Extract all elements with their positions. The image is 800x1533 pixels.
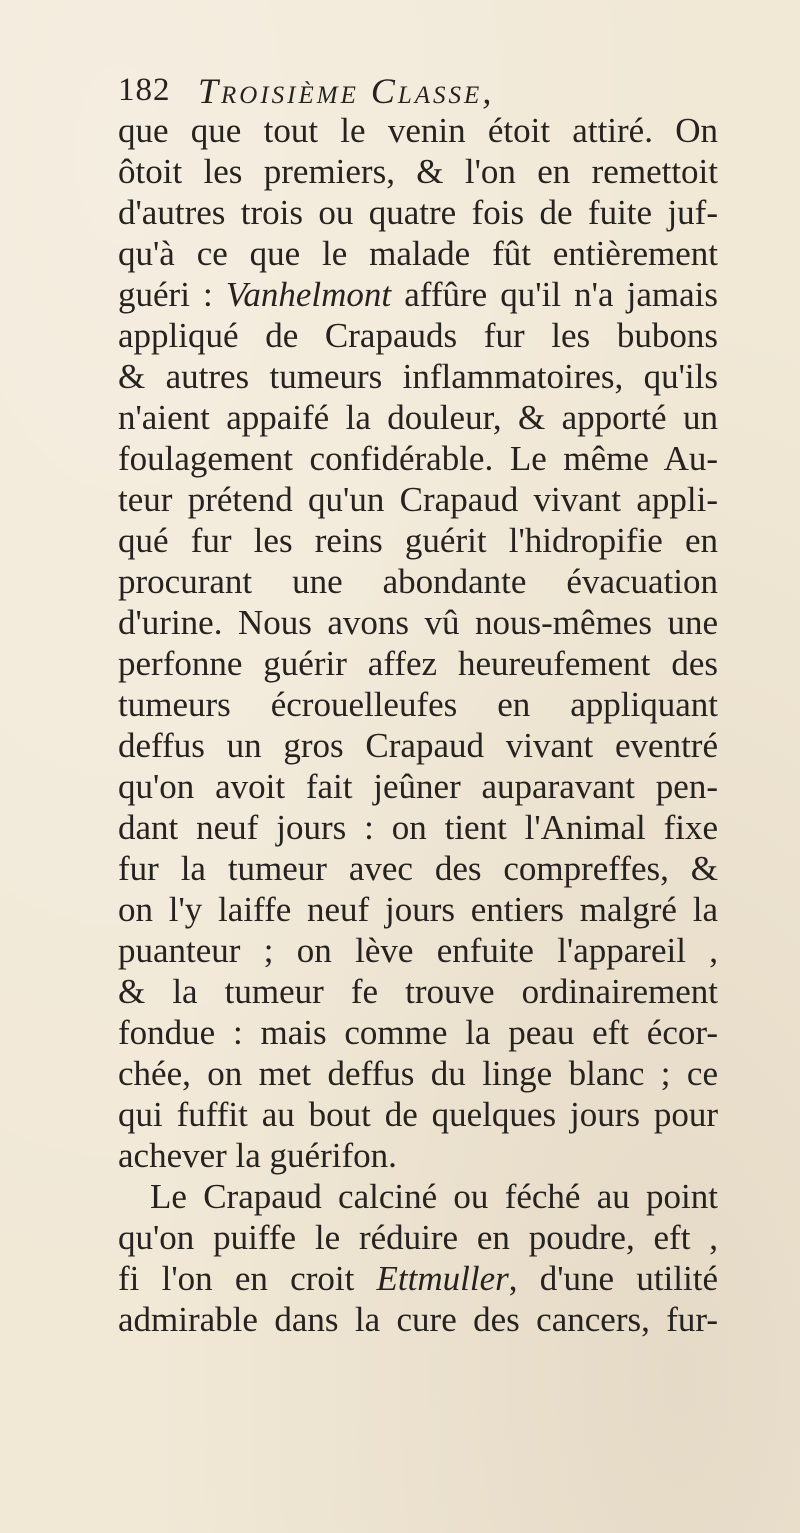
text-segment: guéri : bbox=[118, 275, 226, 314]
text-segment: qui fuffit au bout de quelques jours pour bbox=[118, 1095, 718, 1134]
text-segment: , d'une utilité bbox=[508, 1259, 718, 1298]
text-line bbox=[118, 1176, 718, 1217]
text-line bbox=[118, 766, 718, 807]
text-segment: achever la guérifon. bbox=[118, 1136, 397, 1175]
text-segment: & autres tumeurs inflammatoires, qu'ils bbox=[118, 357, 718, 396]
text-segment: ôtoit les premiers, & l'on en remettoit bbox=[118, 152, 718, 191]
text-segment: chée, on met deffus du linge blanc ; ce bbox=[118, 1054, 718, 1093]
text-line bbox=[118, 110, 718, 151]
text-segment: procurant une abondante évacuation bbox=[118, 562, 718, 601]
text-segment: qu'à ce que le malade fût entièrement bbox=[118, 234, 718, 273]
text-segment: tumeurs écrouelleufes en appliquant bbox=[118, 685, 718, 724]
italic-name: Ettmuller bbox=[376, 1259, 509, 1298]
page-number: 182 bbox=[118, 72, 171, 108]
text-segment: d'autres trois ou quatre fois de fuite juf- bbox=[118, 193, 718, 232]
text-line bbox=[118, 561, 718, 602]
text-line bbox=[118, 725, 718, 766]
text-line bbox=[118, 1258, 718, 1299]
text-line bbox=[118, 151, 718, 192]
text-segment: perfonne guérir affez heureufement des bbox=[118, 644, 718, 683]
text-line bbox=[118, 438, 718, 479]
text-line bbox=[118, 1217, 718, 1258]
text-line bbox=[118, 971, 718, 1012]
text-line bbox=[118, 520, 718, 561]
text-segment: n'aient appaifé la douleur, & apporté un bbox=[118, 398, 718, 437]
text-line bbox=[118, 315, 718, 356]
text-segment: qu'on avoit fait jeûner auparavant pen- bbox=[118, 767, 718, 806]
text-segment: on l'y laiffe neuf jours entiers malgré la bbox=[118, 890, 718, 929]
text-line bbox=[118, 807, 718, 848]
text-line bbox=[118, 192, 718, 233]
text-line bbox=[118, 1094, 718, 1135]
text-line bbox=[118, 356, 718, 397]
text-line bbox=[118, 397, 718, 438]
text-segment: Le Crapaud calciné ou féché au point bbox=[150, 1177, 718, 1216]
text-segment: admirable dans la cure des cancers, fur- bbox=[118, 1300, 718, 1339]
text-line bbox=[118, 1053, 718, 1094]
text-line bbox=[118, 848, 718, 889]
text-segment: qué fur les reins guérit l'hidropifie en bbox=[118, 521, 718, 560]
text-segment: deffus un gros Crapaud vivant eventré bbox=[118, 726, 718, 765]
text-line bbox=[118, 479, 718, 520]
text-segment: puanteur ; on lève enfuite l'appareil , bbox=[118, 931, 718, 970]
text-segment: fur la tumeur avec des compreffes, & bbox=[118, 849, 718, 888]
text-segment: affûre qu'il n'a jamais bbox=[391, 275, 718, 314]
running-head: Troisième Classe, bbox=[198, 71, 495, 111]
text-segment: teur prétend qu'un Crapaud vivant appli- bbox=[118, 480, 718, 519]
text-line bbox=[118, 1135, 718, 1176]
text-line bbox=[118, 643, 718, 684]
text-segment: appliqué de Crapauds fur les bubons bbox=[118, 316, 718, 355]
text-line bbox=[118, 1299, 718, 1340]
text-segment: & la tumeur fe trouve ordinairement bbox=[118, 972, 718, 1011]
text-segment: fi l'on en croit bbox=[118, 1259, 377, 1298]
text-segment: foulagement confidérable. Le même Au- bbox=[118, 439, 718, 478]
text-line bbox=[118, 1012, 718, 1053]
text-segment: que que tout le venin étoit attiré. On bbox=[118, 111, 718, 150]
text-line bbox=[118, 233, 718, 274]
text-line bbox=[118, 684, 718, 725]
italic-name: Vanhelmont bbox=[225, 275, 392, 314]
text-line bbox=[118, 930, 718, 971]
body-text bbox=[118, 110, 718, 1340]
text-line bbox=[118, 274, 718, 315]
text-segment: fondue : mais comme la peau eft écor- bbox=[118, 1013, 718, 1052]
text-segment: d'urine. Nous avons vû nous-mêmes une bbox=[118, 603, 718, 642]
text-segment: dant neuf jours : on tient l'Animal fixe bbox=[118, 808, 718, 847]
text-line bbox=[118, 889, 718, 930]
text-segment: qu'on puiffe le réduire en poudre, eft , bbox=[118, 1218, 718, 1257]
text-line bbox=[118, 602, 718, 643]
